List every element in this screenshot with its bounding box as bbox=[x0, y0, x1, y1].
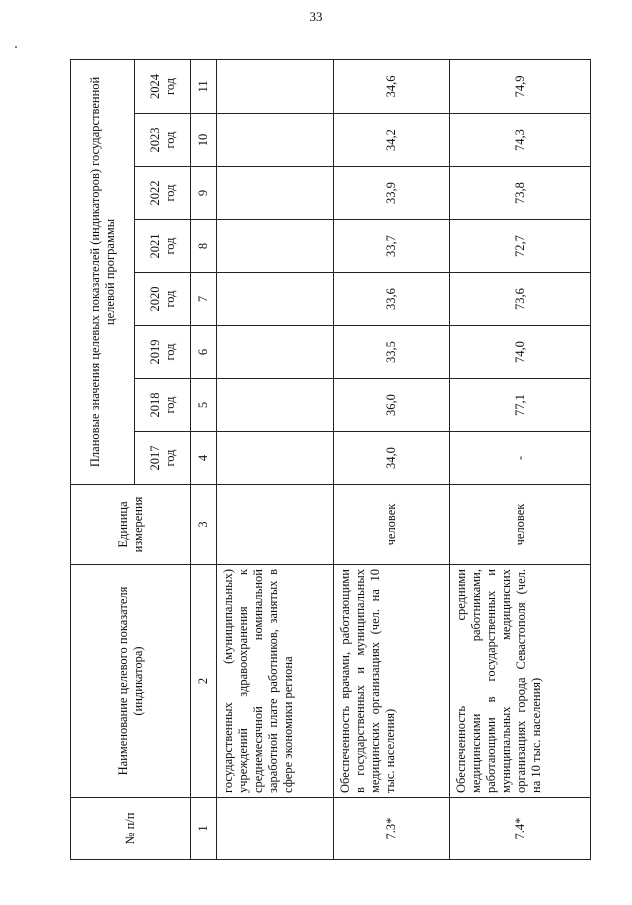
rotated-table-wrapper bbox=[70, 60, 590, 860]
row-value: 34,0 bbox=[334, 432, 450, 485]
row-value bbox=[217, 273, 334, 326]
column-number: 1 bbox=[191, 798, 217, 860]
row-value: 33,5 bbox=[334, 326, 450, 379]
table-row bbox=[334, 59, 450, 859]
page-number: 33 bbox=[309, 9, 323, 24]
row-unit: человек bbox=[334, 485, 450, 565]
header-year: 2023 год bbox=[135, 114, 191, 167]
row-unit bbox=[217, 485, 334, 565]
row-value: 33,7 bbox=[334, 220, 450, 273]
row-value: 36,0 bbox=[334, 379, 450, 432]
row-value: 73,8 bbox=[450, 167, 591, 220]
row-value bbox=[217, 326, 334, 379]
header-year: 2017 год bbox=[135, 432, 191, 485]
header-num: № п/п bbox=[71, 798, 191, 860]
header-year: 2019 год bbox=[135, 326, 191, 379]
row-value: - bbox=[450, 432, 591, 485]
header-year: 2024 год bbox=[135, 59, 191, 113]
column-number: 4 bbox=[191, 432, 217, 485]
column-number: 2 bbox=[191, 565, 217, 798]
row-num: 7.3* bbox=[334, 798, 450, 860]
row-name: Обеспеченность врачами, работающими в государственных и муниципальных медицинских организациях (чел. на 10 тыс. населения) bbox=[334, 565, 450, 798]
table-row bbox=[217, 59, 334, 859]
row-value bbox=[217, 220, 334, 273]
indicators-table bbox=[70, 59, 591, 860]
row-name: государственных (муниципальных) учреждений здравоохранения к среднемесячной номинальной заработной плате работников, занятых в сфере экономики региона bbox=[217, 565, 334, 798]
row-unit: человек bbox=[450, 485, 591, 565]
column-number: 9 bbox=[191, 167, 217, 220]
row-value: 74,0 bbox=[450, 326, 591, 379]
row-value: 77,1 bbox=[450, 379, 591, 432]
row-value bbox=[217, 167, 334, 220]
header-year: 2018 год bbox=[135, 379, 191, 432]
table-row bbox=[450, 59, 591, 859]
row-value bbox=[217, 379, 334, 432]
column-number: 8 bbox=[191, 220, 217, 273]
column-number: 3 bbox=[191, 485, 217, 565]
column-number: 7 bbox=[191, 273, 217, 326]
header-year: 2020 год bbox=[135, 273, 191, 326]
header-year: 2021 год bbox=[135, 220, 191, 273]
column-number: 10 bbox=[191, 114, 217, 167]
header-year: 2022 год bbox=[135, 167, 191, 220]
header-unit: Единица измерения bbox=[71, 485, 191, 565]
row-name: Обеспеченность средними медицинскими работниками, работающими в государственных и муниципальных медицинских организациях города Севастополя (чел. на 10 тыс. населения) bbox=[450, 565, 591, 798]
row-value: 74,3 bbox=[450, 114, 591, 167]
row-value bbox=[217, 114, 334, 167]
row-value: 34,2 bbox=[334, 114, 450, 167]
row-value: 73,6 bbox=[450, 273, 591, 326]
column-number: 5 bbox=[191, 379, 217, 432]
row-value: 33,9 bbox=[334, 167, 450, 220]
row-value: 72,7 bbox=[450, 220, 591, 273]
row-num: 7.4* bbox=[450, 798, 591, 860]
row-value: 74,9 bbox=[450, 59, 591, 113]
row-value: 33,6 bbox=[334, 273, 450, 326]
row-num bbox=[217, 798, 334, 860]
row-value bbox=[217, 59, 334, 113]
row-value bbox=[217, 432, 334, 485]
header-name: Наименование целевого показателя (индикатора) bbox=[71, 565, 191, 798]
column-number: 11 bbox=[191, 59, 217, 113]
header-planned: Плановые значения целевых показателей (индикаторов) государственной целевой программы bbox=[71, 59, 135, 484]
row-value: 34,6 bbox=[334, 59, 450, 113]
column-number-row bbox=[191, 59, 217, 859]
column-number: 6 bbox=[191, 326, 217, 379]
